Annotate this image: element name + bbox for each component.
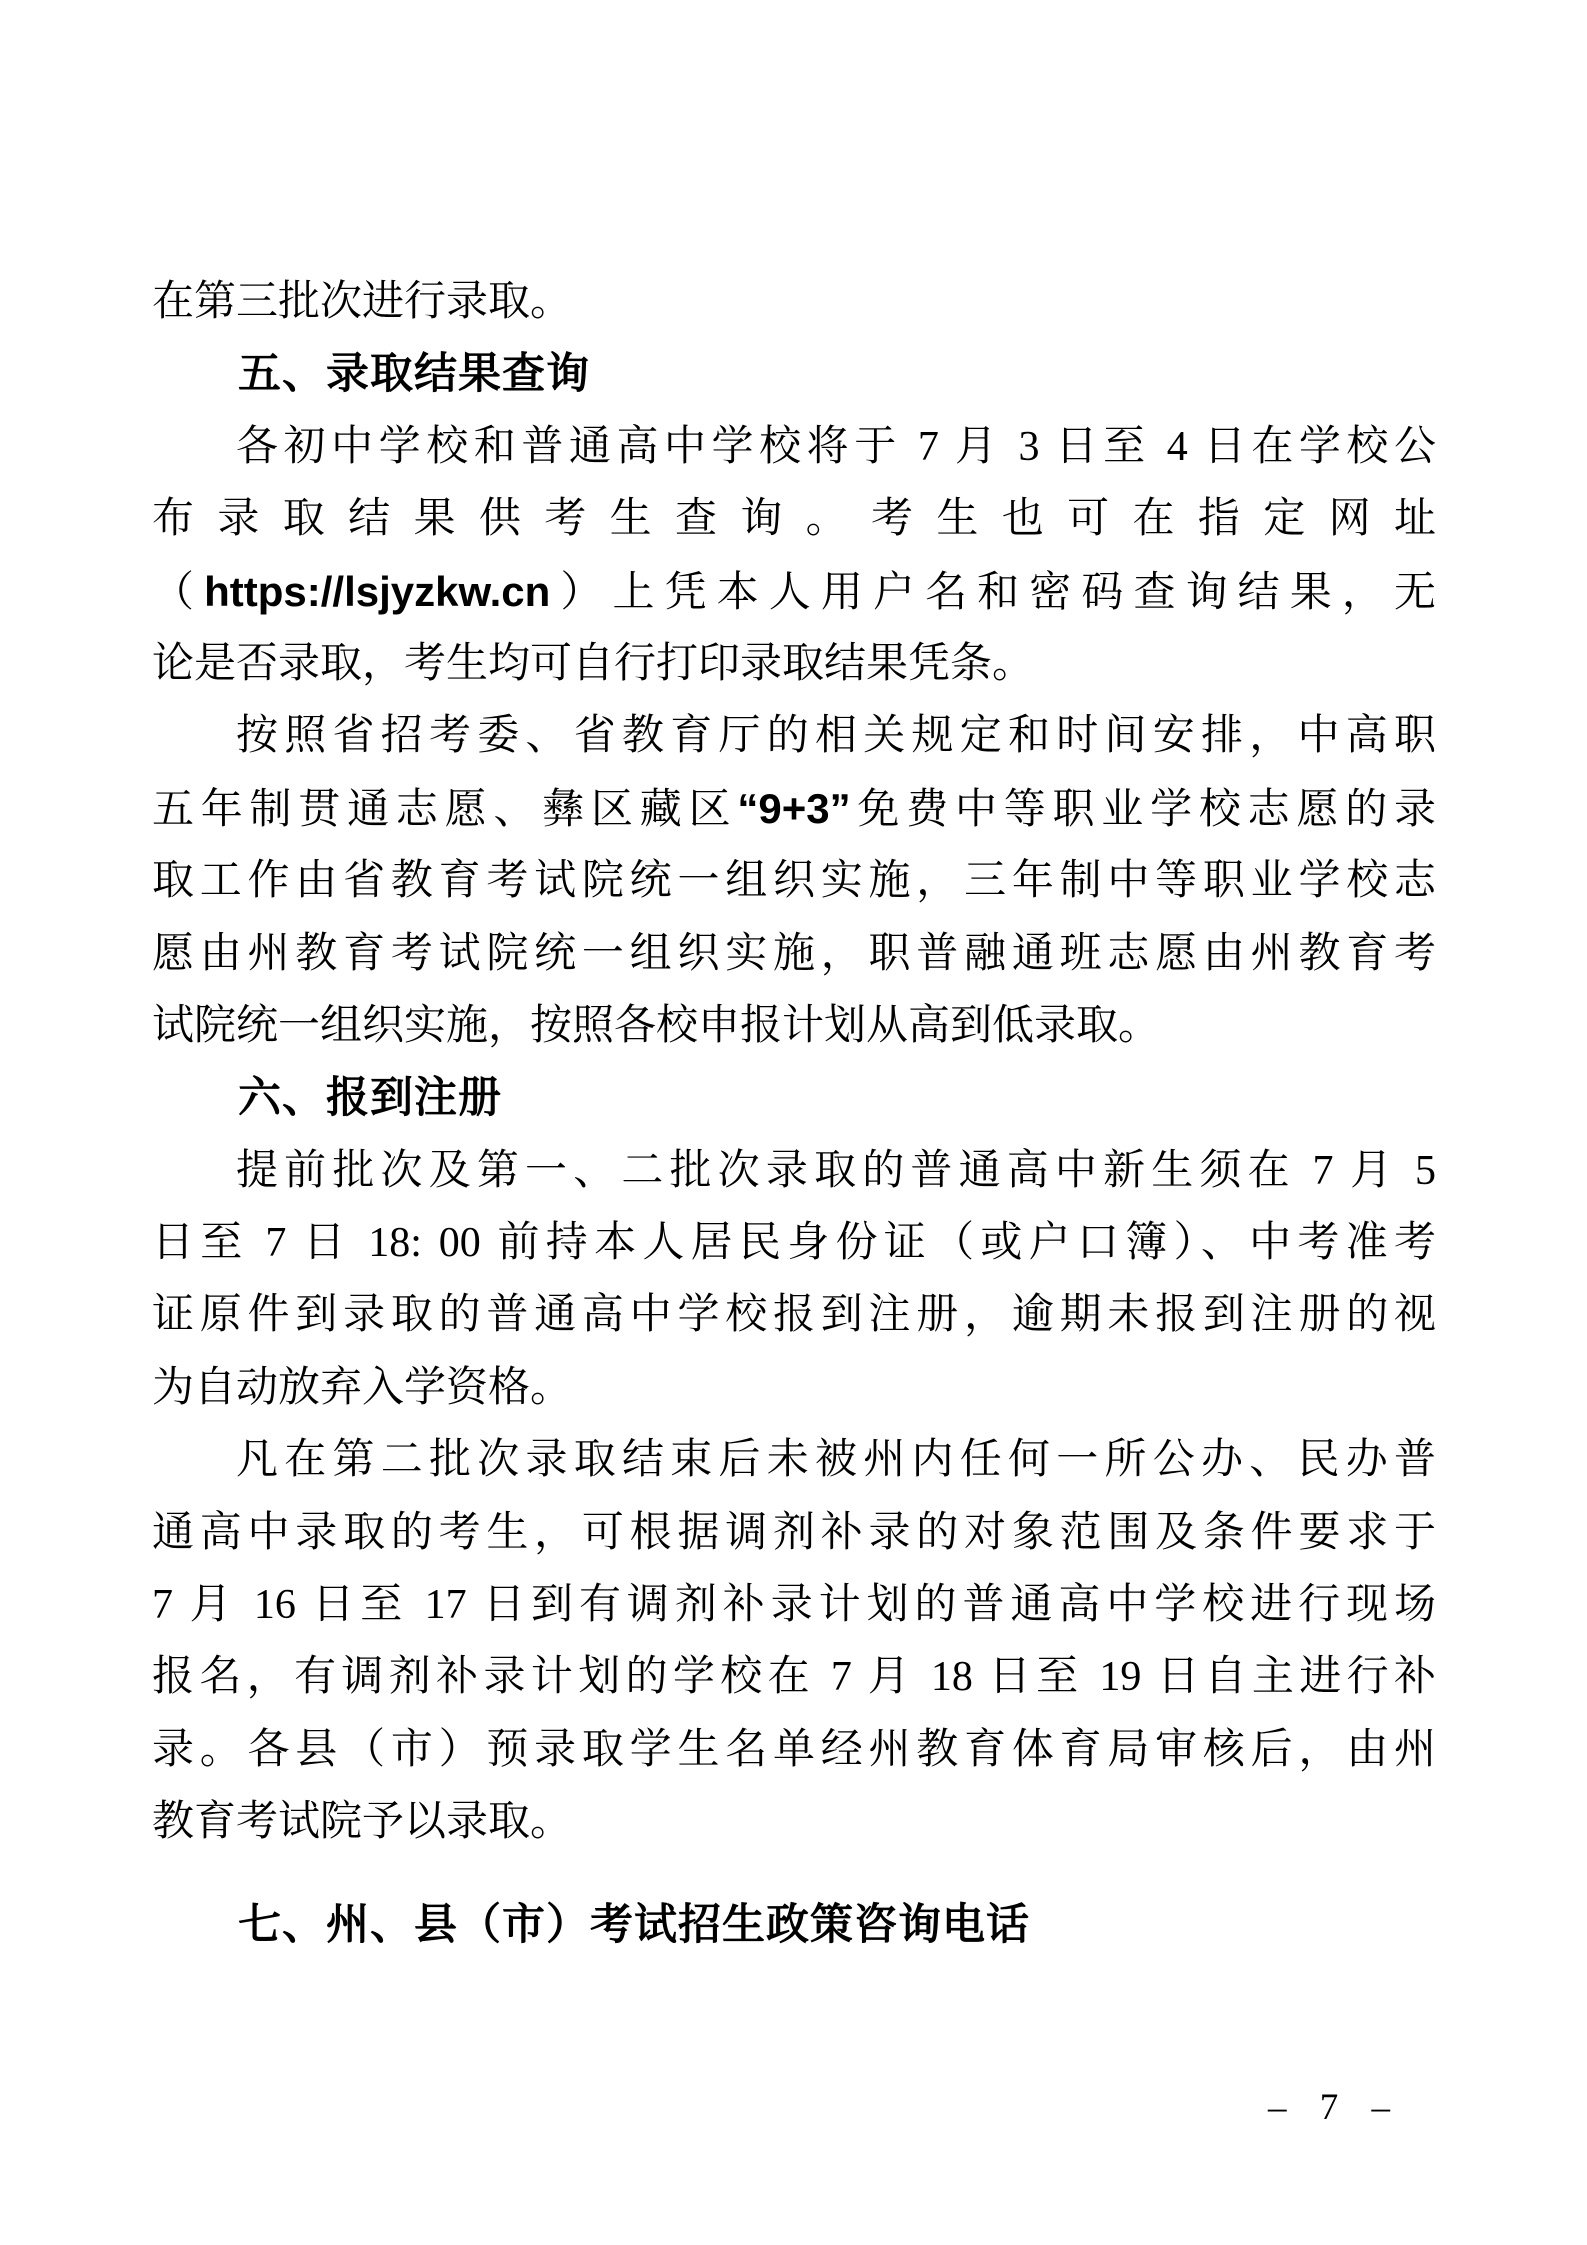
cjk-text: 教育考试院予以录取。 (152, 1799, 573, 1846)
text-line (152, 1497, 1436, 1569)
cjk-text: 提前批次及第一、二批次录取的普通高中新生须在 7 月 5 (236, 1147, 1436, 1194)
text-line (152, 990, 1436, 1062)
text-line (152, 1714, 1436, 1786)
section-heading (152, 1062, 1436, 1134)
section-heading (152, 1889, 1436, 1961)
cjk-text: 日至 7 日 18: 00 前持本人居民身份证（或户口簿）、中考准考 (152, 1220, 1436, 1267)
section-heading (152, 338, 1436, 410)
latin-text: “9+3” (737, 784, 851, 832)
text-line (152, 483, 1436, 555)
cjk-text: 免费中等职业学校志愿的录 (850, 786, 1436, 833)
page-number: – 7 – (1268, 2087, 1402, 2128)
cjk-text: 五年制贯通志愿、彝区藏区 (152, 786, 738, 833)
cjk-text: 按照省招考委、省教育厅的相关规定和时间安排，中高职 (236, 713, 1436, 760)
cjk-text: 在第三批次进行录取。 (152, 279, 573, 325)
cjk-text: 五、录取结果查询 (238, 351, 590, 399)
cjk-text: 取工作由省教育考试院统一组织实施，三年制中等职业学校志 (152, 858, 1436, 905)
text-line (152, 1641, 1436, 1713)
cjk-text: 试院统一组织实施，按照各校申报计划从高到低录取。 (152, 1002, 1161, 1049)
cjk-text: 报名，有调剂补录计划的学校在 7 月 18 日至 19 日自主进行补 (152, 1654, 1436, 1701)
text-line (152, 700, 1436, 772)
cjk-text: 为自动放弃入学资格。 (152, 1364, 573, 1411)
text-line (152, 1786, 1436, 1858)
document-body (152, 266, 1436, 1961)
text-line (152, 845, 1436, 917)
cjk-text: 证原件到录取的普通高中学校报到注册，逾期未报到注册的视 (152, 1292, 1436, 1339)
cjk-text: 论是否录取，考生均可自行打印录取结果凭条。 (152, 640, 1035, 687)
text-line (152, 628, 1436, 700)
cjk-text: 七、州、县（市）考试招生政策咨询电话 (238, 1901, 1030, 1949)
text-line (152, 1207, 1436, 1279)
text-line (152, 1424, 1436, 1496)
cjk-text: 各初中学校和普通高中学校将于 7 月 3 日至 4 日在学校公 (236, 423, 1436, 470)
cjk-text: 录。各县（市）预录取学生名单经州教育体育局审核后，由州 (152, 1726, 1436, 1773)
text-line (152, 411, 1436, 483)
cjk-text: 布录取结果供考生查询。考生也可在指定网址 (152, 496, 1436, 543)
cjk-text: 通高中录取的考生，可根据调剂补录的对象范围及条件要求于 (152, 1509, 1436, 1556)
text-line (152, 1135, 1436, 1207)
text-line (152, 1279, 1436, 1351)
text-line (152, 266, 1436, 338)
cjk-text: 7 月 16 日至 17 日到有调剂补录计划的普通高中学校进行现场 (152, 1582, 1436, 1629)
text-line (152, 1352, 1436, 1424)
cjk-text: （ (152, 569, 205, 616)
cjk-text: ）上凭本人用户名和密码查询结果，无 (550, 569, 1436, 616)
cjk-text: 凡在第二批次录取结束后未被州内任何一所公办、民办普 (236, 1437, 1436, 1484)
text-line (152, 1569, 1436, 1641)
latin-text: https://lsjyzkw.cn (204, 567, 551, 615)
cjk-text: 六、报到注册 (238, 1075, 502, 1123)
text-line (152, 556, 1436, 628)
text-line (152, 918, 1436, 990)
cjk-text: 愿由州教育考试院统一组织实施，职普融通班志愿由州教育考 (152, 930, 1436, 977)
text-line (152, 773, 1436, 845)
